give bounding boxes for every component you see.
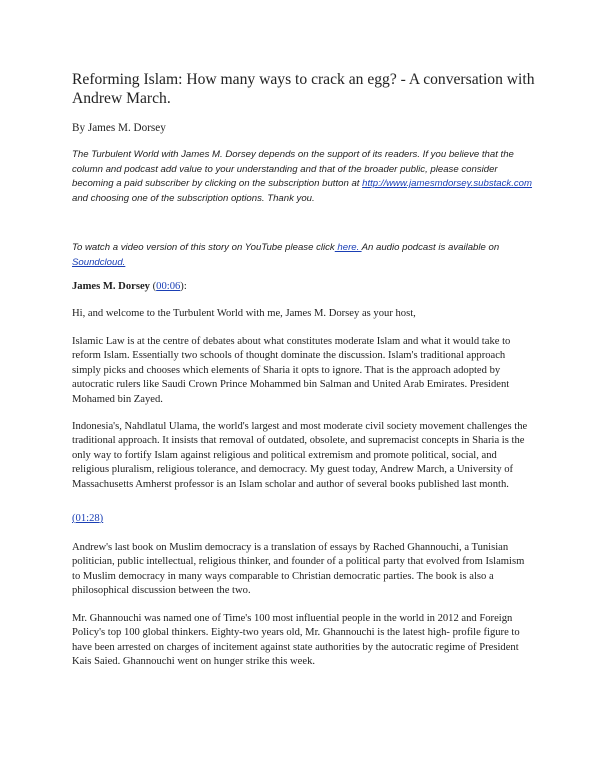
page-title: Reforming Islam: How many ways to crack an egg? - A conversation with Andrew March. (72, 71, 535, 107)
support-text-before: The Turbulent World with James M. Dorsey depends on the support of its readers. If you believe that the column and podcast add value to your understanding and that of the broader public, please consider becoming a paid subscriber by clicking on the subscription button at (72, 149, 514, 190)
byline: By James M. Dorsey (72, 122, 166, 134)
speaker-name: James M. Dorsey (72, 281, 150, 292)
soundcloud-link[interactable]: Soundcloud. (72, 256, 126, 268)
support-text-after: and choosing one of the subscription options. Thank you. (72, 192, 315, 204)
timestamp-link-0006[interactable]: 00:06 (156, 281, 181, 292)
video-paragraph (72, 241, 532, 270)
video-text-middle: An audio podcast is available on (361, 242, 500, 253)
support-paragraph (72, 148, 532, 206)
paragraph-ghannouchi: Mr. Ghannouchi was named one of Time's 100 most influential people in the world in 2012 and Foreign Policy's top 100 global thinkers. Eighty-two years old, Mr. Ghannouchi is the latest high- profile figure to have been arrested on charges of incitement against state authorities by the autocratic regime of President Kais Saied. Ghannouchi went on hunger strike this week. (72, 613, 520, 668)
substack-link[interactable]: http://www.jamesmdorsey.substack.com (362, 178, 533, 190)
timestamp-link-0128[interactable]: 01:28 (75, 513, 100, 524)
speaker-paren-close: ): (180, 281, 187, 292)
timestamp2-paren-close: ) (99, 513, 104, 524)
paragraph-welcome: Hi, and welcome to the Turbulent World with me, James M. Dorsey as your host, (72, 308, 416, 319)
timestamp-line (72, 512, 534, 526)
paragraph-islamic-law: Islamic Law is at the centre of debates about what constitutes moderate Islam and what it would take to reform Islam. Essentially two schools of thought dominate the discussion. Islam's traditional approach simply picks and chooses which elements of Sharia it opts to ignore. That is the approach adopted by autocratic rulers like Saudi Crown Prince Mohammed bin Salman and United Arab Emirates. President Mohamed bin Zayed. (72, 336, 511, 405)
youtube-here-link[interactable]: here. (334, 242, 362, 253)
speaker-line (72, 280, 534, 294)
video-text-before: To watch a video version of this story on YouTube please click (72, 242, 335, 253)
paragraph-indonesia: Indonesia's, Nahdlatul Ulama, the world's largest and most moderate civil society movement challenges the traditional approach. It insists that removal of outdated, obsolete, and supremacist concepts in Sharia is the only way to fortify Islam against religious and political extremism and promote political, social, and religious pluralism, religious tolerance, and democracy. My guest today, Andrew March, a University of Massachusetts Amherst professor is an Islam scholar and author of several books published last month. (72, 421, 528, 490)
speaker-paren-open: ( (149, 281, 157, 292)
timestamp2-paren-open: ( (72, 513, 76, 524)
paragraph-andrew-book: Andrew's last book on Muslim democracy is a translation of essays by Rached Ghannouchi, a Tunisian politician, public intellectual, religious thinker, and founder of a political party that evolved from Islamism to Muslim democracy in many ways comparable to Christian democratic parties. The book is also a philosophical discussion between the two. (72, 542, 525, 597)
